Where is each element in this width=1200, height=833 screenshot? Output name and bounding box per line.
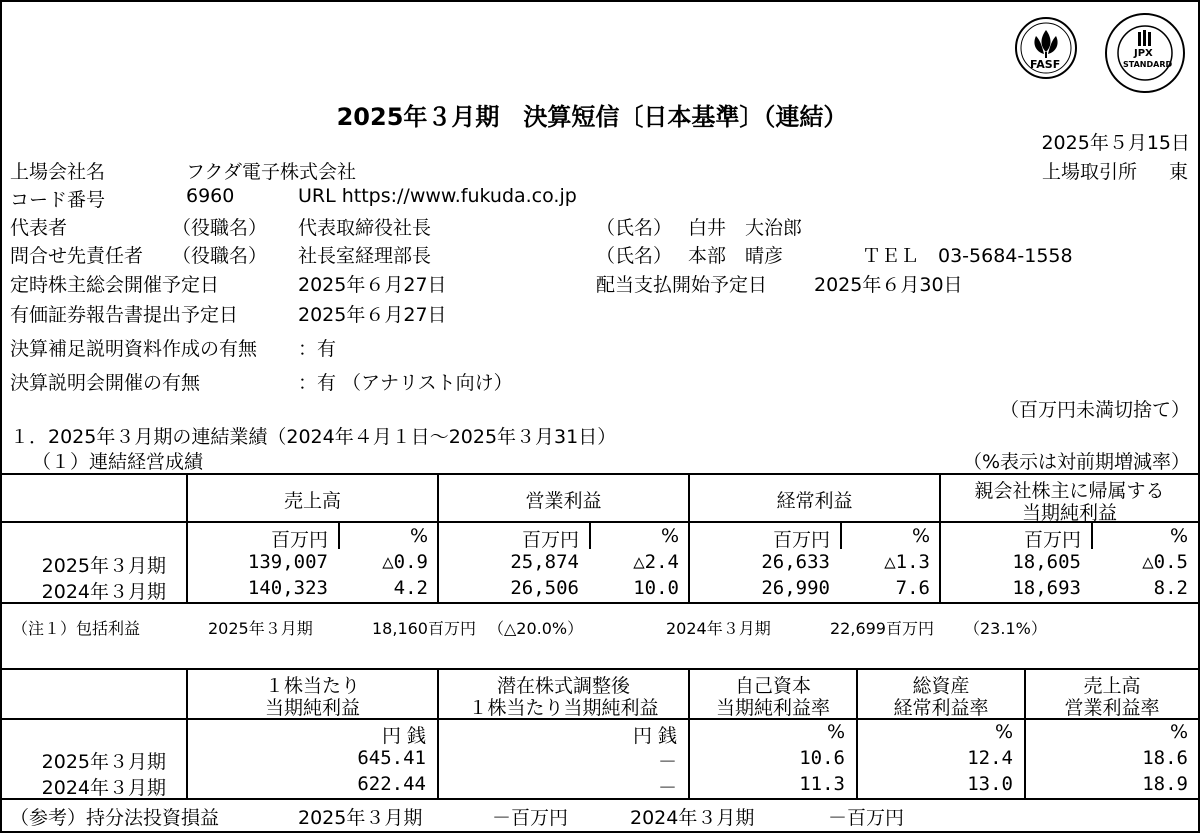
agm-date: 2025年６月27日 bbox=[298, 274, 447, 296]
unit-amount: 百万円 bbox=[270, 529, 328, 551]
exchange-value: 東 bbox=[1169, 161, 1189, 183]
table-cell: 4.2 bbox=[393, 577, 428, 599]
company-name: フクダ電子株式会社 bbox=[186, 161, 357, 183]
header-roa-line2: 経常利益率 bbox=[893, 697, 989, 719]
comprehensive-income-change-1: （△20.0%） bbox=[488, 619, 584, 638]
report-label: 有価証券報告書提出予定日 bbox=[10, 304, 239, 326]
equity-method-value-2: －百万円 bbox=[828, 807, 905, 829]
table-cell: 18.6 bbox=[1142, 747, 1188, 769]
table-cell: 10.0 bbox=[633, 577, 679, 599]
table-cell: 10.6 bbox=[799, 747, 845, 769]
contact-label: 問合せ先責任者 bbox=[10, 245, 144, 267]
table-cell: 18,605 bbox=[1012, 551, 1081, 573]
table-cell: 8.2 bbox=[1153, 577, 1188, 599]
code-value: 6960 bbox=[186, 185, 235, 207]
equity-method-period-2: 2024年３月期 bbox=[630, 807, 755, 829]
header-roe-line1: 自己資本 bbox=[734, 675, 811, 697]
comprehensive-income-period-1: 2025年３月期 bbox=[208, 619, 313, 638]
table-cell: － bbox=[657, 777, 677, 799]
contact-name: 本部 晴彦 bbox=[688, 245, 784, 267]
table-cell: 25,874 bbox=[510, 551, 579, 573]
header-op-margin-line2: 営業利益率 bbox=[1064, 697, 1160, 719]
header-net-income-line1: 親会社株主に帰属する bbox=[974, 480, 1165, 502]
table-row-label: 2024年３月期 bbox=[41, 777, 166, 799]
fasf-logo bbox=[1014, 16, 1078, 80]
table-cell: － bbox=[657, 751, 677, 773]
table-cell: 7.6 bbox=[895, 577, 930, 599]
table-cell: 26,506 bbox=[510, 577, 579, 599]
jpx-standard-logo bbox=[1104, 12, 1186, 94]
header-operating-profit: 営業利益 bbox=[525, 490, 602, 512]
code-label: コード番号 bbox=[10, 189, 106, 211]
table-cell: 622.44 bbox=[357, 773, 426, 795]
comprehensive-income-period-2: 2024年３月期 bbox=[666, 619, 771, 638]
table-cell: 140,323 bbox=[247, 577, 328, 599]
table-cell: 26,633 bbox=[761, 551, 830, 573]
exchange-label: 上場取引所 bbox=[1042, 161, 1138, 183]
rep-position: 代表取締役社長 bbox=[298, 217, 432, 239]
percent-note: （%表示は対前期増減率） bbox=[962, 451, 1190, 473]
unit-amount: 百万円 bbox=[1023, 529, 1081, 551]
company-url: URL https://www.fukuda.co.jp bbox=[298, 185, 577, 207]
rep-name-label: （氏名） bbox=[596, 217, 673, 239]
header-diluted-eps-line2: １株当たり当期純利益 bbox=[468, 697, 659, 719]
table-cell: 11.3 bbox=[799, 773, 845, 795]
agm-label: 定時株主総会開催予定日 bbox=[10, 274, 220, 296]
table-cell: △2.4 bbox=[633, 551, 679, 573]
meeting-label: 決算説明会開催の有無 bbox=[10, 372, 201, 394]
table-cell: △0.5 bbox=[1142, 551, 1188, 573]
header-net-sales: 売上高 bbox=[283, 490, 341, 512]
comprehensive-income-value-1: 18,160百万円 bbox=[372, 619, 476, 638]
table-cell: 12.4 bbox=[967, 747, 1013, 769]
header-roa-line1: 総資産 bbox=[912, 675, 970, 697]
contact-name-label: （氏名） bbox=[596, 245, 673, 267]
unit-pct: % bbox=[1169, 721, 1188, 743]
report-date: 2025年６月27日 bbox=[298, 304, 447, 326]
rep-position-label: （役職名） bbox=[172, 217, 268, 239]
table-row-label: 2024年３月期 bbox=[41, 581, 166, 603]
table-cell: 645.41 bbox=[357, 747, 426, 769]
dividend-label: 配当支払開始予定日 bbox=[596, 274, 768, 296]
table-cell: 26,990 bbox=[761, 577, 830, 599]
jpx-logo-text: JPX bbox=[1134, 48, 1153, 59]
rep-name: 白井 大治郎 bbox=[688, 217, 803, 239]
table-cell: △1.3 bbox=[884, 551, 930, 573]
equity-method-period-1: 2025年３月期 bbox=[298, 807, 423, 829]
company-name-label: 上場会社名 bbox=[10, 161, 106, 183]
unit-pct: % bbox=[826, 721, 845, 743]
equity-method-value-1: －百万円 bbox=[492, 807, 569, 829]
unit-yen-sen: 円 銭 bbox=[632, 725, 677, 747]
equity-method-label: （参考）持分法投資損益 bbox=[10, 807, 220, 829]
supplement-value: ：有 bbox=[298, 338, 337, 360]
representative-label: 代表者 bbox=[10, 217, 68, 239]
comprehensive-income-value-2: 22,699百万円 bbox=[830, 619, 934, 638]
section1-subtitle: （１）連結経営成績 bbox=[32, 451, 204, 473]
comprehensive-income-change-2: （23.1%） bbox=[964, 619, 1047, 638]
contact-position-label: （役職名） bbox=[172, 245, 268, 267]
comprehensive-income-label: （注１）包括利益 bbox=[12, 619, 141, 638]
unit-amount: 百万円 bbox=[772, 529, 830, 551]
header-diluted-eps-line1: 潜在株式調整後 bbox=[496, 675, 630, 697]
units-note: （百万円未満切捨て） bbox=[999, 399, 1190, 421]
header-ordinary-profit: 経常利益 bbox=[776, 490, 853, 512]
table-cell: 13.0 bbox=[967, 773, 1013, 795]
header-net-income-line2: 当期純利益 bbox=[1021, 502, 1117, 524]
table-cell: △0.9 bbox=[382, 551, 428, 573]
supplement-label: 決算補足説明資料作成の有無 bbox=[10, 338, 258, 360]
standard-logo-text: STANDARD bbox=[1123, 60, 1173, 69]
unit-pct: % bbox=[994, 721, 1013, 743]
table-cell: 139,007 bbox=[247, 551, 328, 573]
section1-title: １．2025年３月期の連結業績（2024年４月１日～2025年３月31日） bbox=[10, 426, 617, 448]
unit-pct: % bbox=[409, 525, 428, 547]
contact-position: 社長室経理部長 bbox=[298, 245, 432, 267]
fasf-logo-text: FASF bbox=[1030, 58, 1061, 71]
table-row-label: 2025年３月期 bbox=[41, 555, 166, 577]
dividend-date: 2025年６月30日 bbox=[814, 274, 963, 296]
table-row-label: 2025年３月期 bbox=[41, 751, 166, 773]
header-eps-line1: １株当たり bbox=[264, 675, 360, 697]
meeting-value: ：有 （アナリスト向け） bbox=[298, 372, 513, 394]
header-eps-line2: 当期純利益 bbox=[264, 697, 360, 719]
unit-amount: 百万円 bbox=[521, 529, 579, 551]
contact-tel: ＴＥＬ 03-5684-1558 bbox=[862, 245, 1073, 267]
header-op-margin-line1: 売上高 bbox=[1083, 675, 1141, 697]
table-cell: 18,693 bbox=[1012, 577, 1081, 599]
unit-yen-sen: 円 銭 bbox=[381, 725, 426, 747]
document-title: 2025年３月期 決算短信〔日本基準〕（連結） bbox=[336, 103, 848, 131]
header-roe-line2: 当期純利益率 bbox=[715, 697, 830, 719]
unit-pct: % bbox=[911, 525, 930, 547]
announcement-date: 2025年５月15日 bbox=[1041, 132, 1190, 154]
unit-pct: % bbox=[1169, 525, 1188, 547]
table-cell: 18.9 bbox=[1142, 773, 1188, 795]
unit-pct: % bbox=[660, 525, 679, 547]
